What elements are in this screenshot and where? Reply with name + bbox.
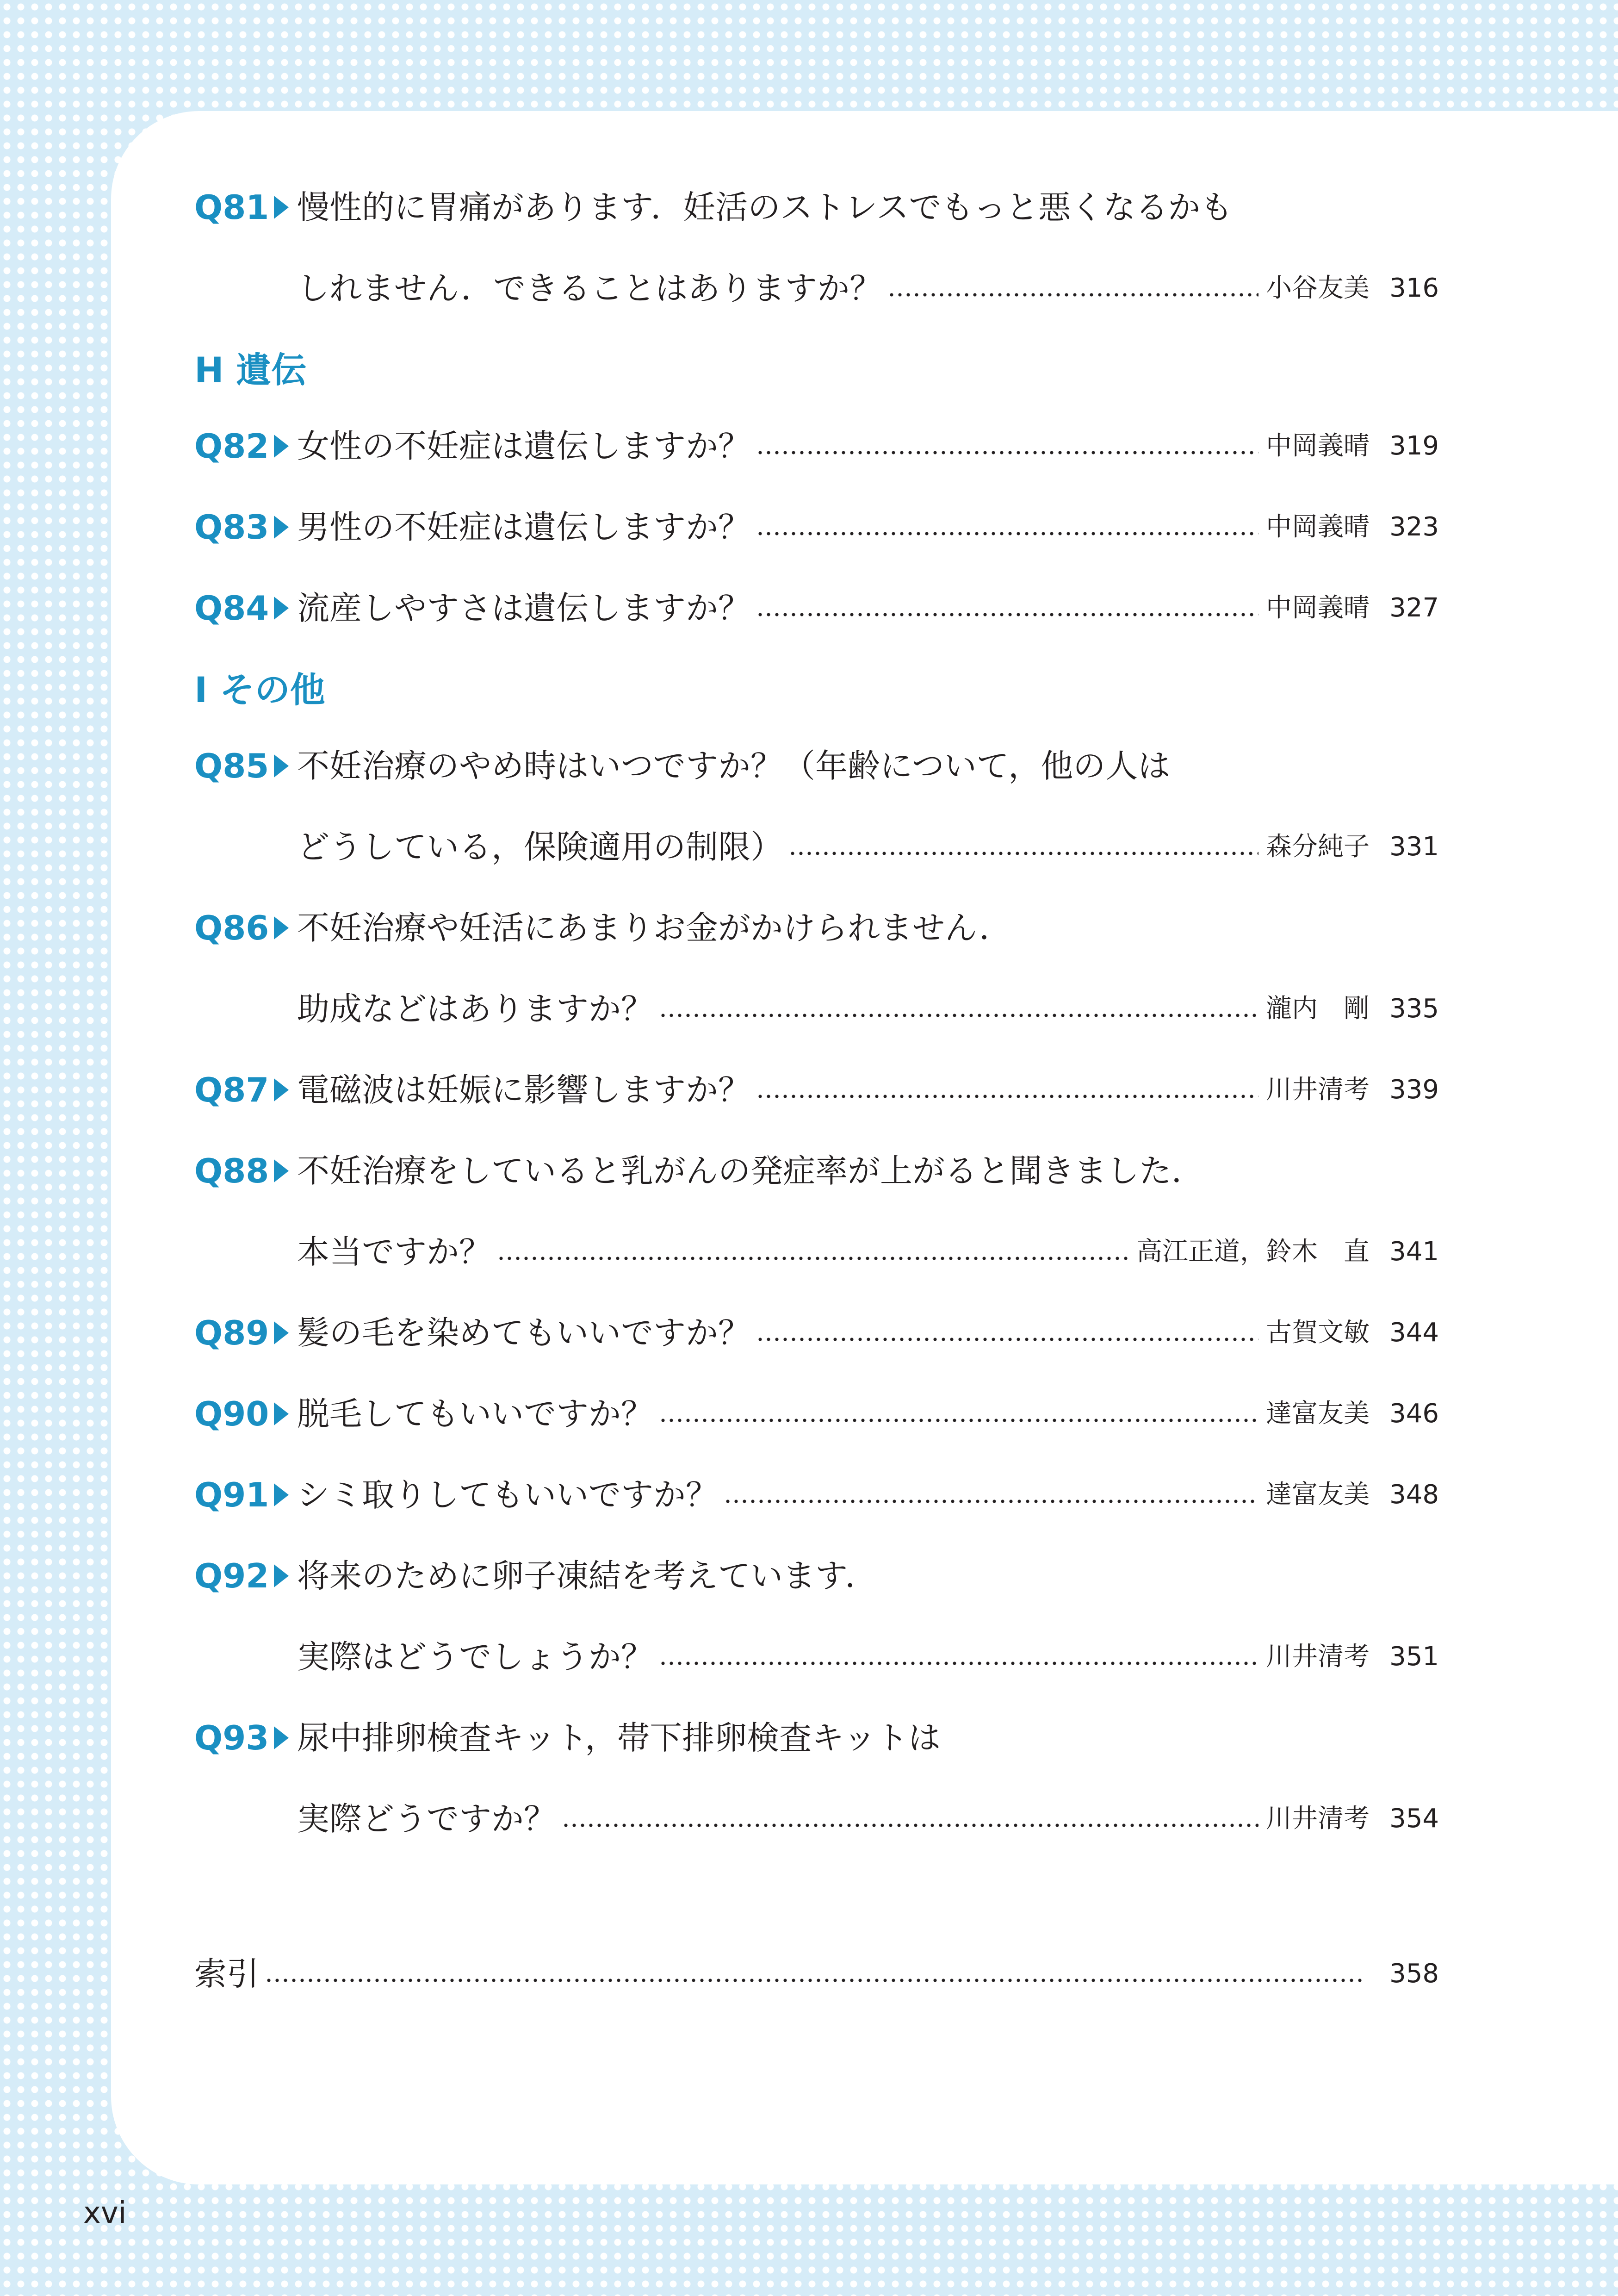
author: 中岡義晴 (1266, 511, 1370, 542)
toc-entry-q86-cont[interactable] (194, 968, 1439, 1049)
triangle-bullet-icon (274, 196, 289, 219)
triangle-bullet-icon (274, 1402, 289, 1425)
question-number: Q91 (194, 1475, 269, 1514)
index-label: 索引 (194, 1954, 259, 1993)
question-text: 不妊治療や妊活にあまりお金がかけられません． (297, 908, 1012, 947)
author: 高江正道，鈴木 直 (1136, 1236, 1370, 1267)
dot-leader (756, 613, 1258, 616)
triangle-bullet-icon (274, 1726, 289, 1749)
question-number: Q93 (194, 1718, 269, 1757)
toc-entry-q85-cont[interactable] (194, 806, 1439, 887)
page-number: 341 (1389, 1236, 1439, 1267)
author: 瀧内 剛 (1266, 993, 1370, 1024)
question-text: 実際はどうでしょうか？ (297, 1637, 653, 1676)
dot-leader (756, 451, 1258, 454)
question-number: Q84 (194, 588, 269, 628)
footer-page-number: xvi (83, 2196, 127, 2230)
question-number: Q82 (194, 426, 269, 466)
author: 森分純子 (1266, 831, 1370, 862)
question-number: Q87 (194, 1070, 269, 1109)
page-number: 327 (1389, 592, 1439, 623)
triangle-bullet-icon (274, 1564, 289, 1587)
question-text: どうしている，保険適用の制限） (297, 828, 783, 866)
question-text: 脱毛してもいいですか？ (297, 1394, 653, 1433)
section-heading-h: H 遺伝 (194, 349, 307, 391)
toc-entry-q92-cont[interactable] (194, 1616, 1439, 1697)
question-text: 流産しやすさは遺伝しますか？ (297, 589, 750, 627)
toc-entry-q85[interactable] (194, 725, 1439, 806)
toc-entry-index[interactable] (194, 1933, 1439, 2014)
question-number: Q90 (194, 1394, 269, 1433)
question-text: 将来のために卵子凍結を考えています． (297, 1556, 878, 1595)
question-number: Q89 (194, 1313, 269, 1352)
toc-entry-q86[interactable] (194, 887, 1439, 968)
toc-entry-q88-cont[interactable] (194, 1211, 1439, 1292)
question-text: 助成などはありますか？ (297, 989, 653, 1028)
triangle-bullet-icon (274, 916, 289, 940)
page-number: 339 (1389, 1074, 1439, 1105)
toc-entry-q91[interactable] (194, 1454, 1439, 1535)
author: 古賀文敏 (1266, 1317, 1370, 1348)
dot-leader (788, 852, 1258, 855)
author: 中岡義晴 (1266, 430, 1370, 461)
triangle-bullet-icon (274, 754, 289, 778)
author: 川井清考 (1266, 1641, 1370, 1672)
page-number: 358 (1389, 1958, 1439, 1989)
question-number: Q92 (194, 1556, 269, 1595)
page-number: 344 (1389, 1317, 1439, 1348)
dot-leader (659, 1661, 1258, 1665)
dot-leader (497, 1257, 1129, 1260)
question-number: Q88 (194, 1151, 269, 1190)
dot-leader (562, 1823, 1258, 1827)
triangle-bullet-icon (274, 1159, 289, 1182)
question-text: 女性の不妊症は遺伝しますか？ (297, 427, 750, 465)
page-number: 316 (1389, 273, 1439, 303)
author: 川井清考 (1266, 1074, 1370, 1105)
dot-leader (265, 1979, 1362, 1982)
question-text: シミ取りしてもいいですか？ (297, 1475, 718, 1514)
author: 達富友美 (1266, 1398, 1370, 1429)
author: 小谷友美 (1266, 273, 1370, 303)
toc-entry-q82[interactable] (194, 405, 1439, 486)
page-number: 331 (1389, 831, 1439, 862)
toc-entry-q83[interactable] (194, 486, 1439, 567)
toc-entry-q93[interactable] (194, 1697, 1439, 1778)
question-text: 実際どうですか？ (297, 1799, 556, 1838)
toc-entry-q88[interactable] (194, 1130, 1439, 1211)
dot-leader (756, 532, 1258, 535)
page-number: 351 (1389, 1641, 1439, 1672)
toc-entry-q81-cont[interactable] (194, 248, 1439, 329)
page-number: 346 (1389, 1398, 1439, 1429)
question-text: 本当ですか？ (297, 1232, 491, 1271)
dot-leader (887, 293, 1258, 297)
question-text: 慢性的に胃痛があります．妊活のストレスでもっと悪くなるかも (297, 188, 1233, 226)
page-number: 323 (1389, 511, 1439, 542)
triangle-bullet-icon (274, 1321, 289, 1344)
dot-leader (659, 1014, 1258, 1017)
author: 川井清考 (1266, 1803, 1370, 1834)
section-heading-i: I その他 (194, 669, 325, 710)
dot-leader (724, 1500, 1258, 1503)
toc-entry-q87[interactable] (194, 1049, 1439, 1130)
toc-entry-q92[interactable] (194, 1535, 1439, 1616)
question-text: 電磁波は妊娠に影響しますか？ (297, 1070, 750, 1109)
question-number: Q81 (194, 187, 269, 227)
question-number: Q86 (194, 908, 269, 947)
triangle-bullet-icon (274, 435, 289, 458)
question-text: 不妊治療のやめ時はいつですか？（年齢について，他の人は (297, 747, 1171, 785)
triangle-bullet-icon (274, 516, 289, 539)
question-text: 不妊治療をしていると乳がんの発症率が上がると聞きました． (297, 1151, 1204, 1190)
triangle-bullet-icon (274, 597, 289, 620)
toc-content (194, 167, 1439, 2014)
dot-leader (659, 1419, 1258, 1422)
question-text: 男性の不妊症は遺伝しますか？ (297, 508, 750, 546)
toc-entry-q93-cont[interactable] (194, 1778, 1439, 1859)
question-number: Q85 (194, 746, 269, 785)
question-text: 髪の毛を染めてもいいですか？ (297, 1313, 750, 1352)
author: 中岡義晴 (1266, 592, 1370, 623)
toc-entry-q84[interactable] (194, 567, 1439, 648)
author: 達富友美 (1266, 1479, 1370, 1510)
dot-leader (756, 1095, 1258, 1098)
question-text: しれません．できることはありますか？ (297, 269, 882, 307)
page-number: 354 (1389, 1803, 1439, 1834)
toc-entry-q81[interactable] (194, 167, 1439, 248)
triangle-bullet-icon (274, 1078, 289, 1101)
triangle-bullet-icon (274, 1483, 289, 1506)
toc-entry-q90[interactable] (194, 1373, 1439, 1454)
dot-leader (756, 1338, 1258, 1341)
toc-entry-q89[interactable] (194, 1292, 1439, 1373)
page-number: 319 (1389, 430, 1439, 461)
page-number: 335 (1389, 993, 1439, 1024)
question-text: 尿中排卵検査キット，帯下排卵検査キットは (297, 1718, 941, 1757)
page-number: 348 (1389, 1479, 1439, 1510)
question-number: Q83 (194, 507, 269, 547)
